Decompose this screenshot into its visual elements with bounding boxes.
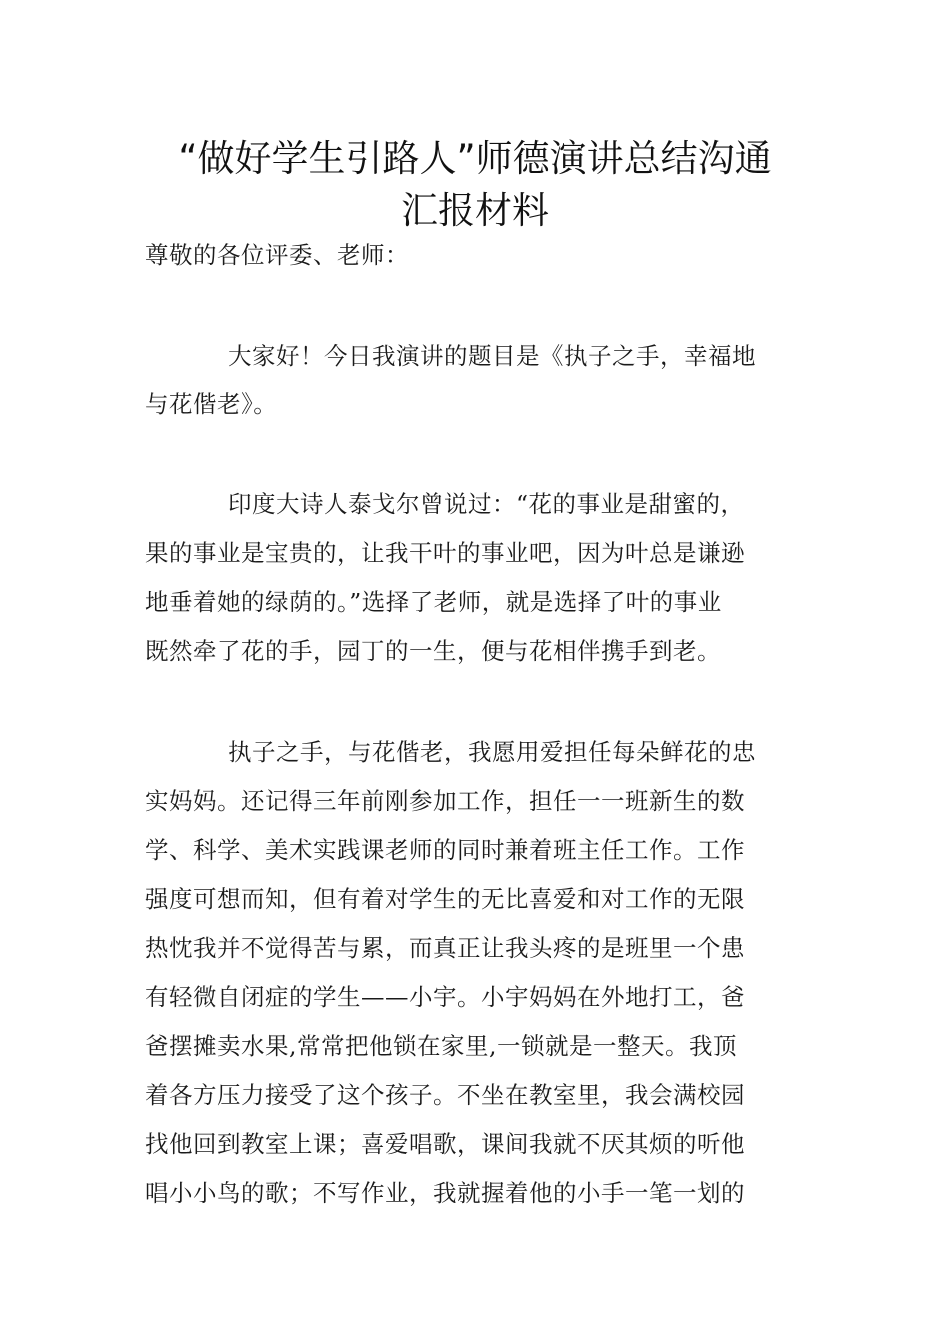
paragraph-3-line-9: 找他回到教室上课；喜爱唱歌，课间我就不厌其烦的听他 bbox=[145, 1130, 745, 1158]
paragraph-3-line-5: 热忱我并不觉得苦与累，而真正让我头疼的是班里一个患 bbox=[145, 934, 745, 962]
paragraph-2-line-2: 果的事业是宝贵的，让我干叶的事业吧，因为叶总是谦逊 bbox=[145, 539, 745, 567]
paragraph-1-line-2: 与花偕老》。 bbox=[145, 390, 278, 418]
paragraph-3-line-2: 实妈妈。还记得三年前刚参加工作，担任一一班新生的数 bbox=[145, 787, 745, 815]
document-title-line-1: “做好学生引路人”师德演讲总结沟通 bbox=[178, 137, 772, 180]
paragraph-2-line-1: 印度大诗人泰戈尔曾说过：“花的事业是甜蜜的， bbox=[228, 490, 745, 518]
paragraph-3-line-4: 强度可想而知，但有着对学生的无比喜爱和对工作的无限 bbox=[145, 885, 745, 913]
paragraph-3-line-10: 唱小小鸟的歌；不写作业，我就握着他的小手一笔一划的 bbox=[145, 1179, 745, 1207]
paragraph-1-line-1: 大家好！今日我演讲的题目是《执子之手，幸福地 bbox=[228, 342, 756, 370]
paragraph-3-line-3: 学、科学、美术实践课老师的同时兼着班主任工作。工作 bbox=[145, 836, 745, 864]
document-title-line-2: 汇报材料 bbox=[401, 189, 549, 232]
paragraph-3-line-6: 有轻微自闭症的学生——小宇。小宇妈妈在外地打工，爸 bbox=[145, 983, 745, 1011]
paragraph-2-line-3: 地垂着她的绿荫的。”选择了老师，就是选择了叶的事业 bbox=[145, 588, 722, 616]
salutation: 尊敬的各位评委、老师： bbox=[145, 241, 409, 269]
paragraph-2-line-4: 既然牵了花的手，园丁的一生，便与花相伴携手到老。 bbox=[145, 637, 721, 665]
paragraph-3-line-7: 爸摆摊卖水果,常常把他锁在家里,一锁就是一整天。我顶 bbox=[145, 1032, 737, 1060]
paragraph-3-line-1: 执子之手，与花偕老，我愿用爱担任每朵鲜花的忠 bbox=[228, 738, 756, 766]
paragraph-3-line-8: 着各方压力接受了这个孩子。不坐在教室里，我会满校园 bbox=[145, 1081, 745, 1109]
